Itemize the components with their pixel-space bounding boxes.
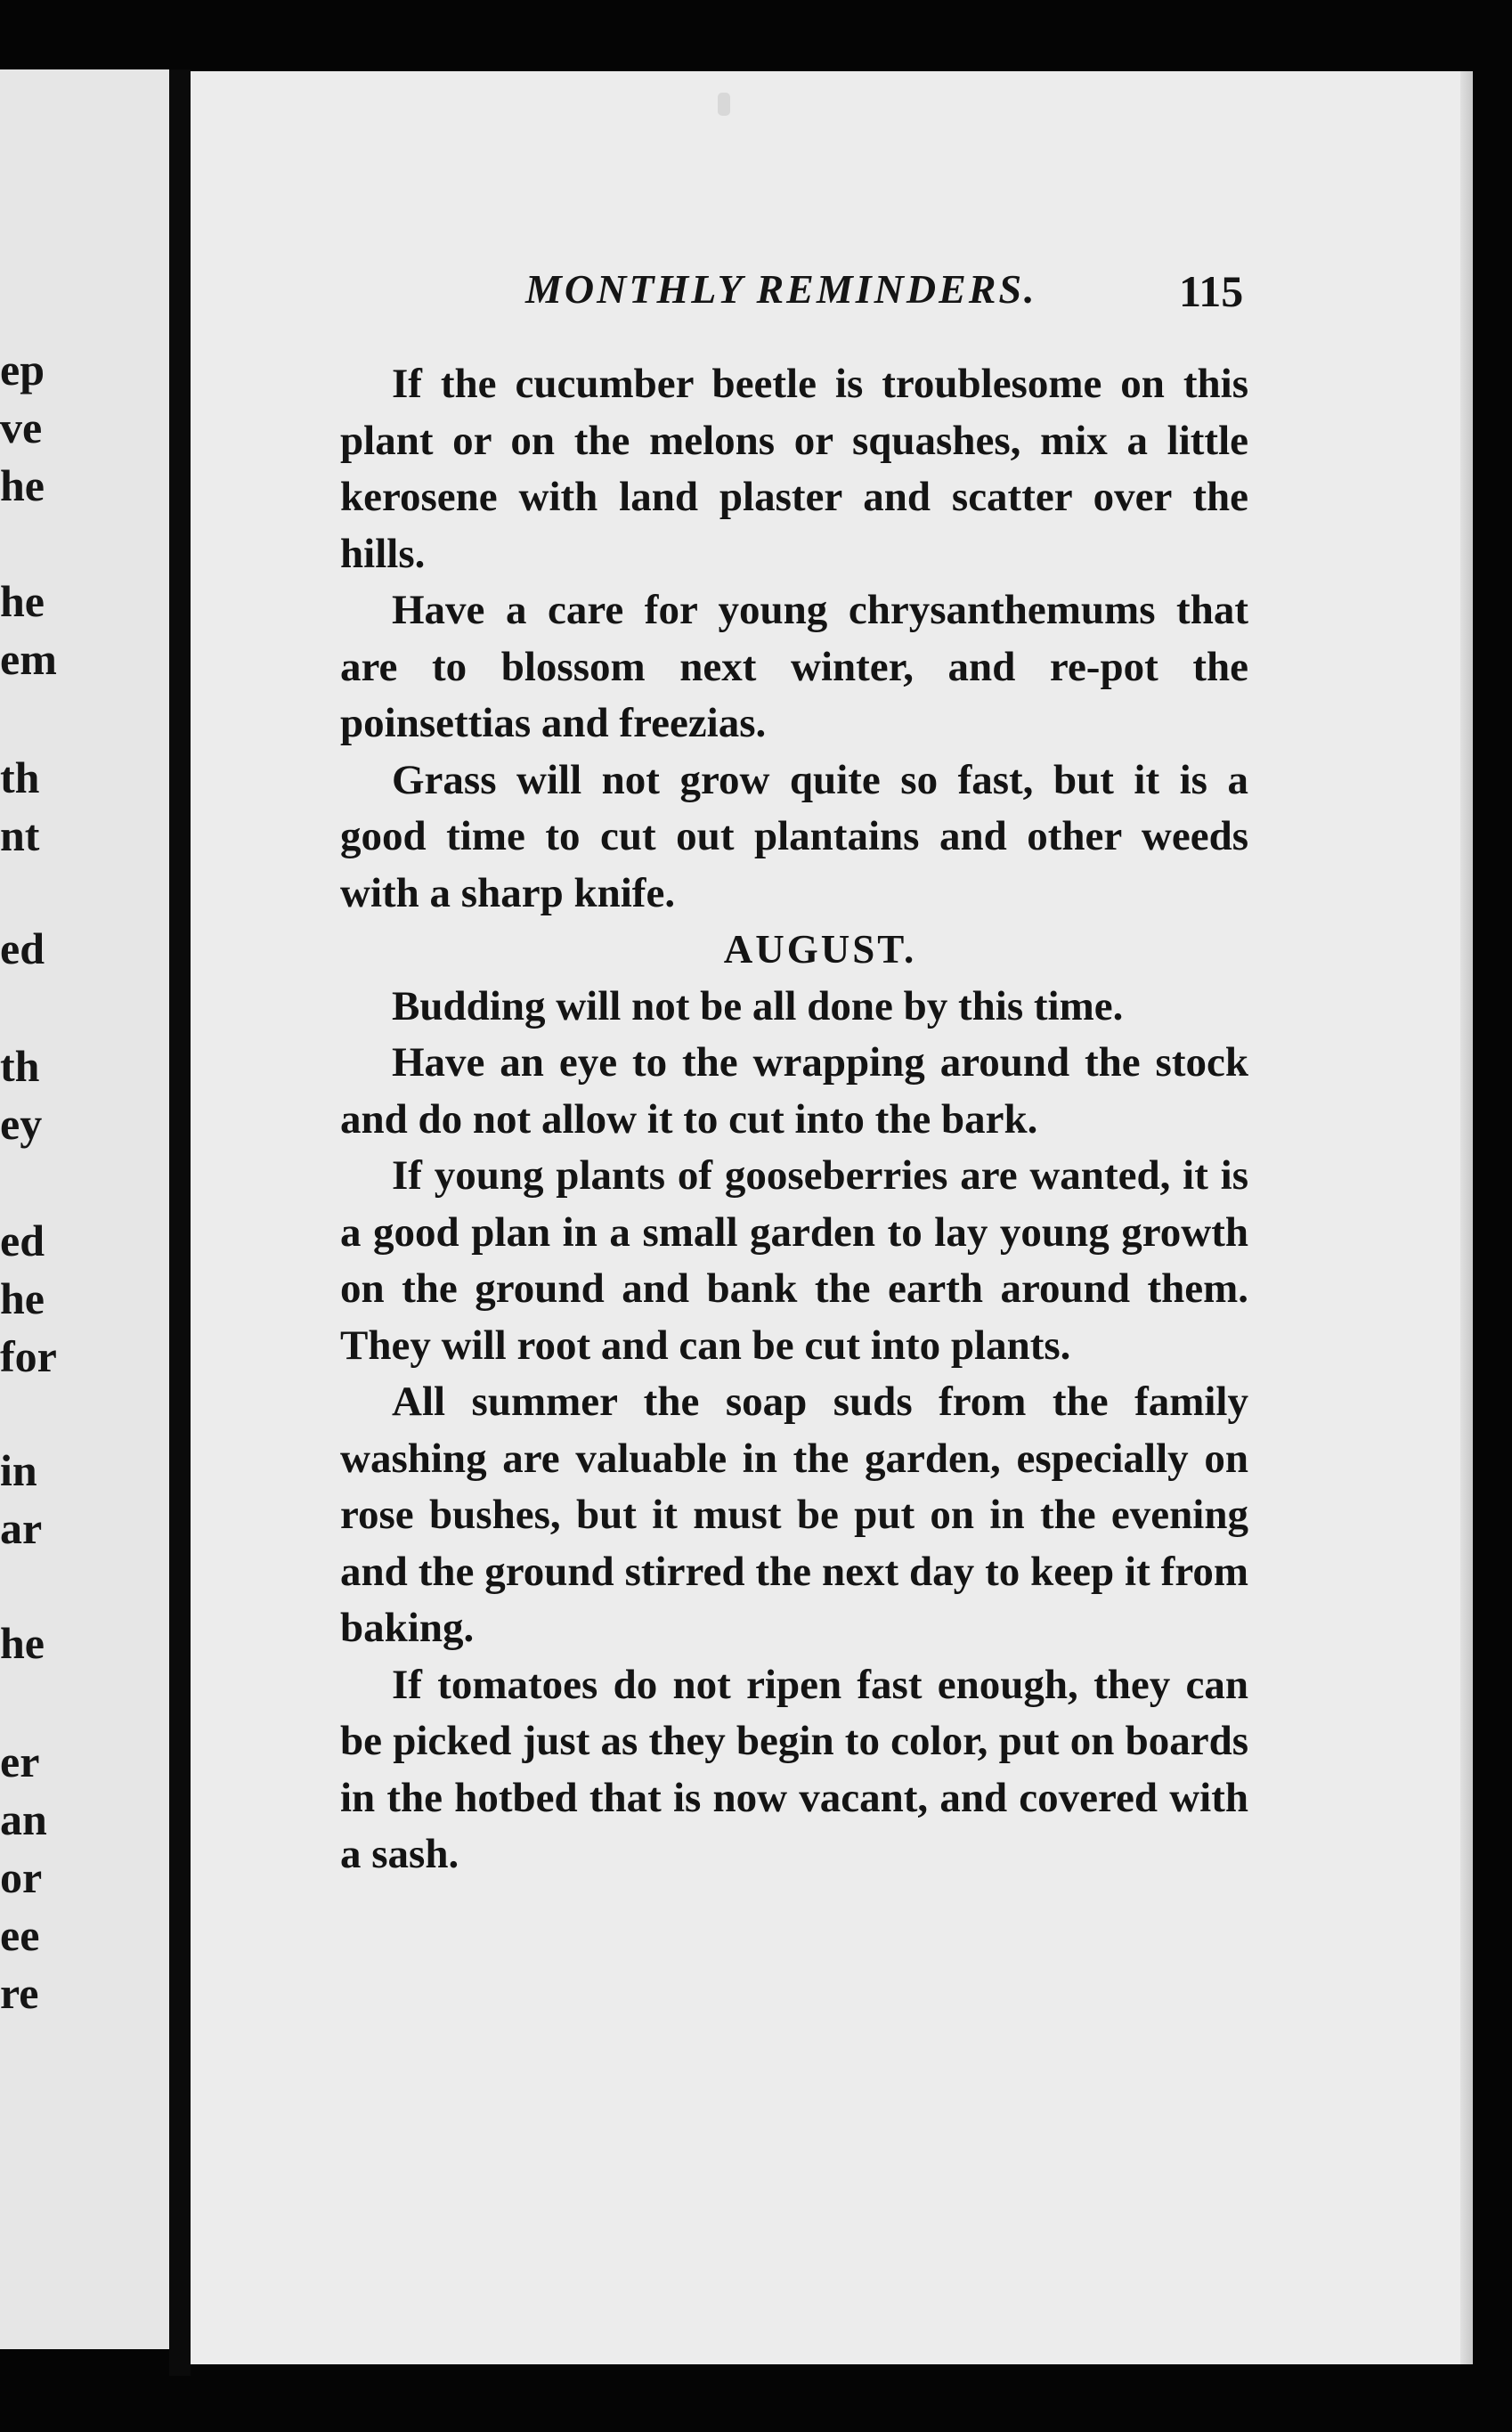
paragraph-wrapping: Have an eye to the wrapping around the stock and do not allow it to cut into the bark.: [340, 1039, 1248, 1143]
page-number: 115: [1179, 266, 1244, 316]
left-page-text-fragment: th: [0, 752, 40, 802]
paragraph-soap-suds: All summer the soap suds from the family washing are valuable in the garden, especially on rose bushes, but it must be put on in the evening and the ground stirred the next day to keep it from baking.: [340, 1379, 1248, 1651]
paragraph-tomatoes: If tomatoes do not ripen fast enough, they can be picked just as they begin to color, put on boards in the hotbed that is now vacant, and covered with a sash.: [340, 1661, 1248, 1877]
page-edge: [1460, 71, 1473, 2364]
left-page-text-fragment: he: [0, 460, 45, 510]
running-head: MONTHLY REMINDERS.: [525, 266, 1037, 312]
paragraph-chrysanthemums: Have a care for young chrysanthemums that are to blossom next winter, and re-pot the poinsettias and freezias.: [340, 587, 1248, 746]
section-heading-august: AUGUST.: [723, 927, 917, 972]
paragraph-cucumber-beetle: If the cucumber beetle is troublesome on this plant or on the melons or squashes, mix a little kerosene with land plaster and scatter over the hills.: [340, 361, 1248, 577]
paragraph-gooseberries: If young plants of gooseberries are wanted, it is a good plan in a small garden to lay young growth on the ground and bank the earth around them. They will root and can be cut into plants.: [340, 1152, 1248, 1369]
left-page-text-fragment: he: [0, 576, 45, 626]
left-page-text-fragment: nt: [0, 810, 40, 860]
left-page-text-fragment: ve: [0, 403, 43, 452]
left-page-text-fragment: ed: [0, 1216, 45, 1265]
left-page-text-fragment: ee: [0, 1910, 40, 1960]
left-page-text-fragment: ey: [0, 1099, 43, 1149]
book-gutter: [169, 69, 191, 2376]
left-page-text-fragment: or: [0, 1852, 43, 1902]
paragraph-grass: Grass will not grow quite so fast, but it is a good time to cut out plantains and other weeds with a sharp knife.: [340, 756, 1248, 916]
left-page-text-fragment: er: [0, 1737, 40, 1786]
left-page-text-fragment: he: [0, 1618, 45, 1668]
left-page-text-fragment: ed: [0, 923, 45, 973]
left-page-text-fragment: ar: [0, 1503, 43, 1553]
left-page-text-fragment: ep: [0, 345, 45, 394]
left-page-text-fragment: th: [0, 1041, 40, 1091]
left-page-text-fragment: for: [0, 1331, 57, 1381]
paper-mark: [718, 93, 730, 116]
previous-page-fragment: [0, 69, 169, 2349]
left-page-text-fragment: he: [0, 1273, 45, 1323]
left-page-text-fragment: em: [0, 634, 57, 684]
left-page-text-fragment: re: [0, 1968, 39, 2018]
paragraph-budding: Budding will not be all done by this time.: [392, 982, 1124, 1029]
left-page-text-fragment: in: [0, 1445, 37, 1495]
left-page-text-fragment: an: [0, 1794, 47, 1844]
page-body: [340, 356, 1248, 1883]
